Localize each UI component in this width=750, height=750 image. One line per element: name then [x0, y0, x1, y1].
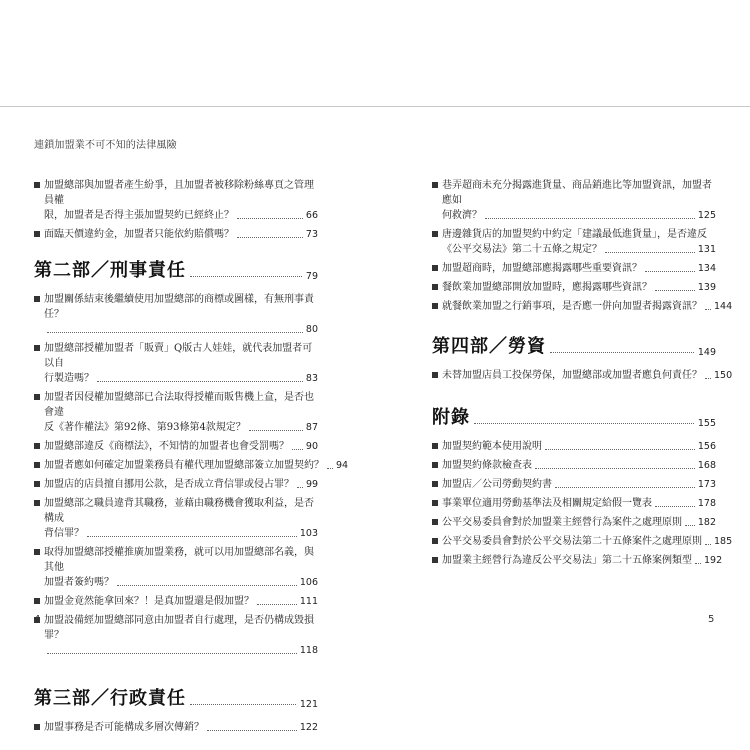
- leader-dots: [327, 468, 333, 469]
- toc-entry: [34, 496, 318, 541]
- entry-page: 111: [299, 596, 318, 607]
- entry-text: 《公平交易法》第二十五條之規定？: [442, 244, 602, 255]
- entry-text: 面臨天價違約金，加盟者只能依約賠償嗎？: [44, 229, 234, 240]
- leader-dots: [474, 423, 694, 424]
- toc-entry: [34, 439, 318, 454]
- entry-text: 公平交易委員會對於加盟業主經營行為案件之處理原則: [442, 517, 682, 528]
- toc-entry: [34, 227, 318, 242]
- leader-dots: [535, 468, 695, 469]
- square-bullet-icon: [34, 549, 40, 555]
- leader-dots: [47, 653, 297, 654]
- toc-entry: [432, 439, 716, 454]
- toc-entry: [34, 292, 318, 337]
- leader-dots: [190, 276, 302, 277]
- toc-entry: [34, 477, 318, 492]
- entry-page: 185: [714, 536, 733, 547]
- square-bullet-icon: [432, 443, 438, 449]
- entry-text: 加盟總部之職員違背其職務，並藉由職務機會獲取利益，是否構成: [44, 498, 314, 524]
- toc-entry: [34, 594, 318, 609]
- square-bullet-icon: [34, 231, 40, 237]
- entry-page: 192: [704, 555, 723, 566]
- entry-page: 73: [305, 229, 318, 240]
- entry-page: 125: [697, 210, 716, 221]
- toc-entry: [432, 299, 733, 314]
- entry-text: 取得加盟總部授權推廣加盟業務，就可以用加盟總部名義，與其他: [44, 547, 314, 573]
- section-title: 附錄: [432, 407, 470, 428]
- left-entries-mid: [34, 292, 349, 658]
- square-bullet-icon: [432, 182, 438, 188]
- entry-page: 122: [299, 722, 318, 733]
- entry-text: 反《著作權法》第92條、第93條第4款規定？: [44, 422, 246, 433]
- toc-entry: [432, 458, 716, 473]
- entry-text: 限，加盟者是否得主張加盟契約已經終止？: [44, 210, 234, 221]
- leader-dots: [292, 449, 303, 450]
- toc-entry: [432, 368, 733, 383]
- square-bullet-icon: [432, 372, 438, 378]
- section-page: 155: [697, 418, 716, 429]
- toc-entry: [34, 341, 318, 386]
- square-bullet-icon: [34, 462, 40, 468]
- leader-dots: [97, 381, 303, 382]
- square-bullet-icon: [432, 462, 438, 468]
- entry-page: 66: [305, 210, 318, 221]
- entry-text: 公平交易委員會對於公平交易法第二十五條案件之處理原則: [442, 536, 702, 547]
- toc-entry: [432, 280, 716, 295]
- square-bullet-icon: [432, 265, 438, 271]
- entry-text: 加盟總部授權加盟者「販賣」Q版古人娃娃，就代表加盟者可以自: [44, 343, 313, 369]
- entry-text: 加盟總部與加盟者產生紛爭，且加盟者被移除粉絲專頁之管理員權: [44, 180, 314, 206]
- leader-dots: [685, 525, 695, 526]
- section-criminal-liability: [34, 256, 318, 282]
- entry-page: 134: [697, 263, 716, 274]
- entry-text: 加盟契約條款檢查表: [442, 460, 532, 471]
- leader-dots: [705, 309, 711, 310]
- entry-text: 未替加盟店員工投保勞保，加盟總部或加盟者應負何責任？: [442, 370, 702, 381]
- entry-page: 99: [306, 479, 319, 490]
- section-title: 第三部／行政責任: [34, 688, 186, 709]
- entry-text: 加盟店／公司勞動契約書: [442, 479, 552, 490]
- square-bullet-icon: [432, 303, 438, 309]
- toc-entry: [432, 227, 716, 257]
- leader-dots: [605, 252, 695, 253]
- right-column: [432, 178, 733, 572]
- leader-dots: [485, 218, 695, 219]
- section-title: 第二部／刑事責任: [34, 260, 186, 281]
- entry-text: 加盟者簽約嗎？: [44, 577, 114, 588]
- square-bullet-icon: [432, 519, 438, 525]
- toc-entry: [432, 496, 716, 511]
- leader-dots: [237, 237, 303, 238]
- section-page: 149: [697, 347, 716, 358]
- entry-page: 173: [697, 479, 716, 490]
- section-title: 第四部／勞資: [432, 336, 546, 357]
- section-appendix: [432, 403, 716, 429]
- square-bullet-icon: [34, 724, 40, 730]
- entry-page: 90: [305, 441, 318, 452]
- entry-text: 加盟事務是否可能構成多層次傳銷？: [44, 722, 204, 733]
- square-bullet-icon: [432, 231, 438, 237]
- running-head: 連鎖加盟業不可不知的法律風險: [34, 140, 177, 151]
- entry-text: 加盟超商時，加盟總部應揭露哪些重要資訊？: [442, 263, 642, 274]
- entry-page: 83: [305, 373, 318, 384]
- leader-dots: [117, 585, 297, 586]
- leader-dots: [190, 704, 296, 705]
- leader-dots: [297, 487, 303, 488]
- section-page: 121: [299, 699, 318, 710]
- entry-page: 168: [697, 460, 716, 471]
- left-column: [34, 178, 349, 739]
- toc-entry: [432, 534, 733, 549]
- entry-text: 巷弄超商未充分揭露進貨量、商品銷進比等加盟資訊，加盟者應如: [442, 180, 712, 206]
- toc-entry: [432, 515, 716, 530]
- square-bullet-icon: [34, 296, 40, 302]
- left-entries-bottom: [34, 720, 318, 735]
- leader-dots: [249, 430, 303, 431]
- leader-dots: [207, 730, 297, 731]
- right-entries-mid: [432, 368, 733, 383]
- square-bullet-icon: [34, 394, 40, 400]
- toc-entry: [34, 545, 318, 590]
- section-page: 79: [305, 271, 318, 282]
- entry-page: 139: [697, 282, 716, 293]
- entry-page: 144: [714, 301, 733, 312]
- toc-entry: [34, 613, 318, 658]
- entry-page: 106: [299, 577, 318, 588]
- entry-page: 87: [305, 422, 318, 433]
- entry-text: 就餐飲業加盟之行銷事項，是否應一併向加盟者揭露資訊？: [442, 301, 702, 312]
- toc-entry: [432, 261, 716, 276]
- entry-page: 178: [697, 498, 716, 509]
- square-bullet-icon: [432, 500, 438, 506]
- leader-dots: [655, 290, 695, 291]
- page-number-left: 4: [34, 614, 41, 625]
- leader-dots: [645, 271, 695, 272]
- leader-dots: [655, 506, 695, 507]
- section-labor: [432, 332, 716, 358]
- entry-page: 131: [697, 244, 716, 255]
- entry-text: 餐飲業加盟總部開放加盟時，應揭露哪些資訊？: [442, 282, 652, 293]
- page-top-rule: [0, 106, 750, 107]
- entry-text: 何救濟？: [442, 210, 482, 221]
- entry-page: 94: [336, 460, 349, 471]
- entry-page: 182: [697, 517, 716, 528]
- entry-page: 150: [714, 370, 733, 381]
- square-bullet-icon: [34, 500, 40, 506]
- entry-text: 加盟契約範本使用說明: [442, 441, 542, 452]
- entry-text: 加盟總部違反《商標法》，不知情的加盟者也會受罰嗎？: [44, 441, 289, 452]
- entry-text: 行製造嗎？: [44, 373, 94, 384]
- entry-text: 加盟金竟然能拿回來？！是真加盟還是假加盟？: [44, 596, 254, 607]
- leader-dots: [695, 563, 701, 564]
- entry-text: 加盟店的店員擅自挪用公款，是否成立背信罪或侵占罪？: [44, 479, 294, 490]
- leader-dots: [555, 487, 695, 488]
- square-bullet-icon: [432, 481, 438, 487]
- square-bullet-icon: [34, 443, 40, 449]
- toc-entry: [34, 720, 318, 735]
- right-entries-bottom: [432, 439, 733, 568]
- entry-page: 118: [299, 645, 318, 656]
- entry-text: 加盟關係結束後繼續使用加盟總部的商標或圖樣，有無刑事責任？: [44, 294, 314, 320]
- leader-dots: [47, 332, 303, 333]
- toc-entry: [34, 178, 318, 223]
- leader-dots: [705, 378, 711, 379]
- square-bullet-icon: [432, 538, 438, 544]
- toc-entry: [34, 458, 349, 473]
- entry-text: 加盟者因侵權加盟總部已合法取得授權而販售機上盒，是否也會違: [44, 392, 314, 418]
- leader-dots: [550, 352, 694, 353]
- square-bullet-icon: [432, 557, 438, 563]
- toc-entry: [432, 477, 716, 492]
- left-entries-top: [34, 178, 318, 242]
- entry-page: 156: [697, 441, 716, 452]
- leader-dots: [545, 449, 695, 450]
- section-administrative-liability: [34, 684, 318, 710]
- square-bullet-icon: [34, 182, 40, 188]
- leader-dots: [237, 218, 303, 219]
- entry-text: 事業單位適用勞動基準法及相關規定給假一覽表: [442, 498, 652, 509]
- entry-text: 背信罪？: [44, 528, 84, 539]
- leader-dots: [87, 536, 297, 537]
- right-entries-top: [432, 178, 733, 314]
- square-bullet-icon: [34, 481, 40, 487]
- entry-page: 103: [299, 528, 318, 539]
- toc-entry: [432, 553, 723, 568]
- entry-text: 加盟業主經營行為違反公平交易法」第二十五條案例類型: [442, 555, 692, 566]
- square-bullet-icon: [432, 284, 438, 290]
- leader-dots: [705, 544, 711, 545]
- toc-entry: [432, 178, 716, 223]
- leader-dots: [257, 604, 297, 605]
- entry-page: 80: [305, 324, 318, 335]
- toc-entry: [34, 390, 318, 435]
- entry-text: 唐邊雜貨店的加盟契約中約定「建議最低進貨量」，是否違反: [442, 229, 707, 240]
- entry-text: 加盟設備經加盟總部同意由加盟者自行處理，是否仍構成毀損罪？: [44, 615, 314, 641]
- entry-text: 加盟者應如何確定加盟業務員有權代理加盟總部簽立加盟契約？: [44, 460, 324, 471]
- square-bullet-icon: [34, 598, 40, 604]
- page-number-right: 5: [708, 614, 715, 625]
- square-bullet-icon: [34, 345, 40, 351]
